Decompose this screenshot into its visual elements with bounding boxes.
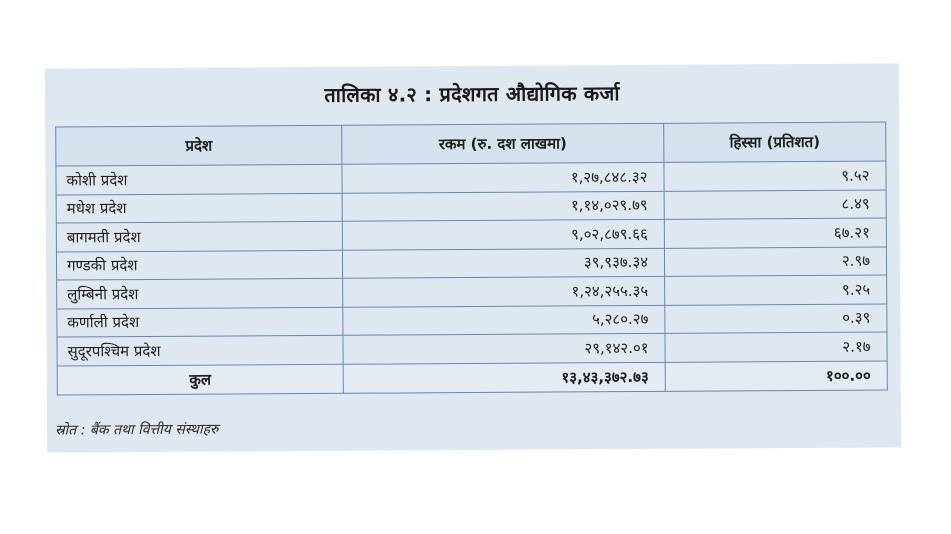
table-title: तालिका ४.२ : प्रदेशगत औद्योगिक कर्जा: [324, 81, 620, 107]
header-row: [56, 122, 886, 166]
header-province: प्रदेश: [56, 125, 342, 166]
share-cell: ६७.२१: [664, 218, 886, 248]
share-cell: ९.५२: [664, 161, 886, 191]
amount-cell: १,२४,२५५.३५: [343, 276, 665, 306]
amount-cell: ५,२८०.२७: [343, 305, 665, 335]
amount-cell: ३९,९३७.३४: [342, 248, 664, 278]
amount-cell: १,१४,०२९.७९: [342, 191, 664, 221]
province-name: कर्णाली प्रदेश: [57, 307, 343, 337]
province-name: कोशी प्रदेश: [56, 164, 342, 194]
amount-cell: १,२७,८४८.३२: [342, 162, 664, 192]
share-cell: ९.२५: [665, 275, 887, 305]
provincial-credit-table: [55, 121, 888, 395]
province-name: लुम्बिनी प्रदेश: [57, 278, 343, 308]
header-amount: रकम (रु. दश लाखमा): [342, 123, 664, 164]
share-cell: ८.४९: [664, 189, 886, 219]
header-share: हिस्सा (प्रतिशत): [664, 122, 886, 162]
share-cell: २.१७: [665, 332, 887, 362]
total-row: [57, 360, 887, 394]
amount-cell: २९,१४२.०१: [343, 333, 665, 363]
total-share: १००.००: [665, 360, 887, 390]
province-name: बागमती प्रदेश: [56, 221, 342, 251]
source-note: स्रोत : बैंक तथा वित्तीय संस्थाहरु: [54, 421, 219, 439]
table-panel: [45, 63, 901, 452]
share-cell: ०.३९: [665, 303, 887, 333]
share-cell: २.९७: [664, 246, 886, 276]
amount-cell: ९,०२,८७९.६६: [342, 219, 664, 249]
province-name: सुदूरपश्चिम प्रदेश: [57, 335, 343, 365]
province-name: गण्डकी प्रदेश: [56, 250, 342, 280]
total-amount: १३,४३,३७२.७३: [343, 362, 665, 393]
province-name: मधेश प्रदेश: [56, 193, 342, 223]
total-label: कुल: [57, 364, 343, 395]
